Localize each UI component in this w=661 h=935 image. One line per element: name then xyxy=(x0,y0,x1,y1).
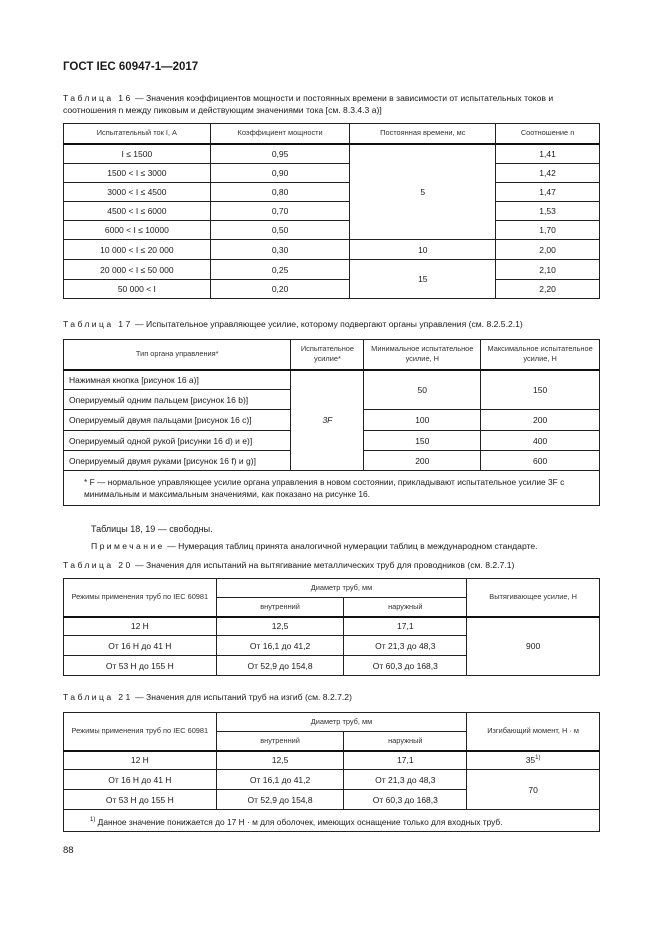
table16 xyxy=(63,123,600,299)
max-force: 200 xyxy=(481,410,600,431)
current-range: 10 000 < I ≤ 20 000 xyxy=(64,240,211,260)
power-factor: 0,30 xyxy=(210,240,350,260)
page-number: 88 xyxy=(63,845,74,856)
power-factor: 0,20 xyxy=(210,280,350,299)
ratio-n: 1,42 xyxy=(496,164,600,183)
inner-diameter: От 52,9 до 154,8 xyxy=(216,656,344,676)
mode: От 16 Н до 41 Н xyxy=(64,770,217,790)
bending-moment: 70 xyxy=(467,770,600,810)
inner-diameter: От 16,1 до 41,2 xyxy=(216,770,344,790)
standard-designation: ГОСТ IEC 60947-1—2017 xyxy=(63,61,199,73)
ratio-n: 1,53 xyxy=(496,202,600,221)
table20-header-inner: внутренний xyxy=(216,598,344,617)
power-factor: 0,90 xyxy=(210,164,350,183)
ratio-n: 1,41 xyxy=(496,144,600,164)
power-factor: 0,50 xyxy=(210,221,350,240)
time-constant: 15 xyxy=(350,260,496,299)
time-constant: 5 xyxy=(350,144,496,240)
table-row xyxy=(64,240,600,260)
max-force: 400 xyxy=(481,431,600,451)
current-range: 4500 < I ≤ 6000 xyxy=(64,202,211,221)
test-force: 3F xyxy=(291,370,364,471)
time-constant: 10 xyxy=(350,240,496,260)
table-row xyxy=(64,144,600,164)
table21-header-diameter: Диаметр труб, мм xyxy=(216,713,467,732)
current-range: 6000 < I ≤ 10000 xyxy=(64,221,211,240)
power-factor: 0,95 xyxy=(210,144,350,164)
control-type: Нажимная кнопка [рисунок 16 a)] xyxy=(64,370,291,390)
table16-header-ratio: Соотношение n xyxy=(496,124,600,144)
free-tables-note: Таблицы 18, 19 — свободны. xyxy=(91,524,213,534)
inner-diameter: 12,5 xyxy=(216,751,344,770)
power-factor: 0,80 xyxy=(210,183,350,202)
control-type: Оперируемый одним пальцем [рисунок 16 b)] xyxy=(64,390,291,410)
inner-diameter: От 52,9 до 154,8 xyxy=(216,790,344,810)
table20-header-mode: Режимы применения труб по IEC 60981 xyxy=(64,579,217,617)
min-force: 50 xyxy=(364,370,481,410)
control-type: Оперируемый одной рукой [рисунки 16 d) и e)] xyxy=(64,431,291,451)
table-row xyxy=(64,221,600,240)
table21 xyxy=(63,712,600,832)
table17-header-type: Тип органа управления* xyxy=(64,340,291,370)
current-range: 3000 < I ≤ 4500 xyxy=(64,183,211,202)
min-force: 200 xyxy=(364,451,481,471)
mode: 12 Н xyxy=(64,751,217,770)
table21-header-moment: Изгибающий момент, Н · м xyxy=(467,713,600,751)
table-row xyxy=(64,202,600,221)
table-row xyxy=(64,770,600,790)
outer-diameter: От 60,3 до 168,3 xyxy=(344,790,467,810)
table20-header-outer: наружный xyxy=(344,598,467,617)
max-force: 600 xyxy=(481,451,600,471)
outer-diameter: От 21,3 до 48,3 xyxy=(344,636,467,656)
bending-moment: 35$^{1)}$ xyxy=(467,751,600,770)
power-factor: 0,70 xyxy=(210,202,350,221)
inner-diameter: 12,5 xyxy=(216,617,344,636)
table17-caption: Таблица 17 — Испытательное управляющее усилие, которому подвергают органы управления (см. 8.2.5.2.1) xyxy=(63,319,523,329)
current-range: 1500 < I ≤ 3000 xyxy=(64,164,211,183)
table16-header-pf: Коэффициент мощности xyxy=(210,124,350,144)
table17-header-force: Испытательное усилие* xyxy=(291,340,364,370)
table21-footnote: $^{1)}$ Данное значение понижается до 17 Н · м для оболочек, имеющих оснащение только для входных труб. xyxy=(64,810,600,832)
table20-header-force: Вытягивающее усилие, Н xyxy=(467,579,600,617)
control-type: Оперируемый двумя руками [рисунок 16 f) и g)] xyxy=(64,451,291,471)
table21-header-inner: внутренний xyxy=(216,732,344,751)
mode: От 53 Н до 155 Н xyxy=(64,790,217,810)
max-force: 150 xyxy=(481,370,600,410)
ratio-n: 1,70 xyxy=(496,221,600,240)
outer-diameter: От 60,3 до 168,3 xyxy=(344,656,467,676)
current-range: 50 000 < I xyxy=(64,280,211,299)
inner-diameter: От 16,1 до 41,2 xyxy=(216,636,344,656)
table17-footnote: * F — нормальное управляющее усилие органа управления в новом состоянии, прикладывают испытательное усилие 3F с минимальным и максимальным значениями, как показано на рисунке 16. xyxy=(64,471,600,506)
power-factor: 0,25 xyxy=(210,260,350,280)
table17-header-min: Минимальное испытательное усилие, Н xyxy=(364,340,481,370)
min-force: 150 xyxy=(364,431,481,451)
pull-force: 900 xyxy=(467,617,600,676)
table20-caption: Таблица 20 — Значения для испытаний на вытягивание металлических труб для проводников (см. 8.2.7.1) xyxy=(63,560,515,570)
ratio-n: 2,20 xyxy=(496,280,600,299)
current-range: 20 000 < I ≤ 50 000 xyxy=(64,260,211,280)
table-row xyxy=(64,751,600,770)
table21-header-mode: Режимы применения труб по IEC 60981 xyxy=(64,713,217,751)
table-row xyxy=(64,260,600,280)
table-row xyxy=(64,617,600,636)
mode: От 53 Н до 155 Н xyxy=(64,656,217,676)
outer-diameter: От 21,3 до 48,3 xyxy=(344,770,467,790)
ratio-n: 1,47 xyxy=(496,183,600,202)
table20 xyxy=(63,578,600,676)
min-force: 100 xyxy=(364,410,481,431)
current-range: I ≤ 1500 xyxy=(64,144,211,164)
table20-header-diameter: Диаметр труб, мм xyxy=(216,579,467,598)
table-row xyxy=(64,280,600,299)
control-type: Оперируемый двумя пальцами [рисунок 16 c)] xyxy=(64,410,291,431)
mode: 12 Н xyxy=(64,617,217,636)
table17-header-max: Максимальное испытательное усилие, Н xyxy=(481,340,600,370)
table-row xyxy=(64,164,600,183)
table21-caption: Таблица 21 — Значения для испытаний труб на изгиб (см. 8.2.7.2) xyxy=(63,692,352,702)
outer-diameter: 17,1 xyxy=(344,617,467,636)
table17 xyxy=(63,339,600,506)
ratio-n: 2,00 xyxy=(496,240,600,260)
table16-caption: Таблица 16 — Значения коэффициентов мощности и постоянных времени в зависимости от испытательных токов и соотношения n между пиковым и действующим значениями тока [см. 8.3.4.3 a)] xyxy=(63,93,554,115)
table-row xyxy=(64,183,600,202)
outer-diameter: 17,1 xyxy=(344,751,467,770)
note: Примечание — Нумерация таблиц принята аналогичной нумерации таблиц в международном стандарте. xyxy=(91,541,538,551)
table21-header-outer: наружный xyxy=(344,732,467,751)
table-row xyxy=(64,370,600,390)
mode: От 16 Н до 41 Н xyxy=(64,636,217,656)
table16-header-time: Постоянная времени, мс xyxy=(350,124,496,144)
ratio-n: 2,10 xyxy=(496,260,600,280)
table16-header-current: Испытательный ток I, А xyxy=(64,124,211,144)
